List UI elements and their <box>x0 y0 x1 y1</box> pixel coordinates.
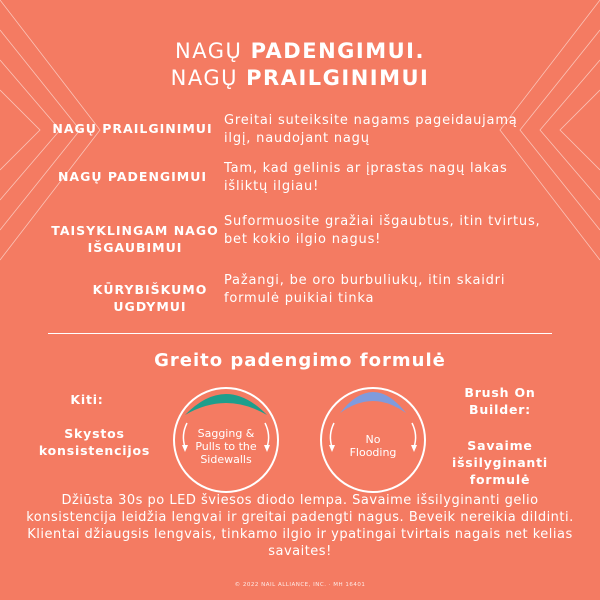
title-line2-light: NAGŲ <box>170 66 247 90</box>
left-text: Skystos konsistencijos <box>38 426 151 458</box>
feature-description: Tam, kad gelinis ar įprastas nagų lakas išliktų ilgiau! <box>224 161 508 194</box>
feature-description: Pažangi, be oro burbuliukų, itin skaidri formulė puikiai tinka <box>224 273 506 306</box>
feature-label: NAGŲ PADENGIMUI <box>57 169 208 184</box>
right-text: Savaime išsilyginanti formulė <box>451 438 548 487</box>
sagging-circle <box>173 387 279 493</box>
no-flooding-circle <box>320 387 426 493</box>
divider <box>48 333 552 334</box>
left-heading: Kiti: <box>70 392 104 407</box>
title-line2-bold: PRAILGINIMUI <box>246 66 430 90</box>
title-line1-bold: PADENGIMUI. <box>250 39 425 63</box>
feature-description: Suformuosite gražiai išgaubtus, itin tvirtus, bet kokio ilgio nagus! <box>224 214 541 247</box>
section-subtitle: Greito padengimo formulė <box>154 350 446 371</box>
title-line1-light: NAGŲ <box>175 39 251 63</box>
page-title <box>0 38 600 92</box>
description-paragraph: Džiūsta 30s po LED šviesos diodo lempa. Savaime išsilyginanti gelio konsistencija leidžia lengvai ir greitai padengti nagus. Beveik nereikia dildinti. Klientai džiaugsis lengvais, tinkamo ilgio ir ypatingai tvirtais nagais net kelias savaites! <box>26 493 574 559</box>
copyright-text: © 2022 NAIL ALLIANCE, INC. · MH 16401 <box>234 582 366 588</box>
feature-label: NAGŲ PRAILGINIMUI <box>52 121 213 136</box>
sagging-circle-text: Sagging & Pulls to the Sidewalls <box>195 426 257 466</box>
right-heading: Brush On Builder: <box>464 385 536 417</box>
feature-label: TAISYKLINGAM NAGO IŠGAUBIMUI <box>51 223 219 255</box>
feature-label: KŪRYBIŠKUMO UGDYMUI <box>92 282 208 314</box>
feature-description: Greitai suteiksite nagams pageidaujamą ilgį, naudojant nagų <box>224 113 518 146</box>
no-flooding-circle-text: No Flooding <box>349 433 397 459</box>
